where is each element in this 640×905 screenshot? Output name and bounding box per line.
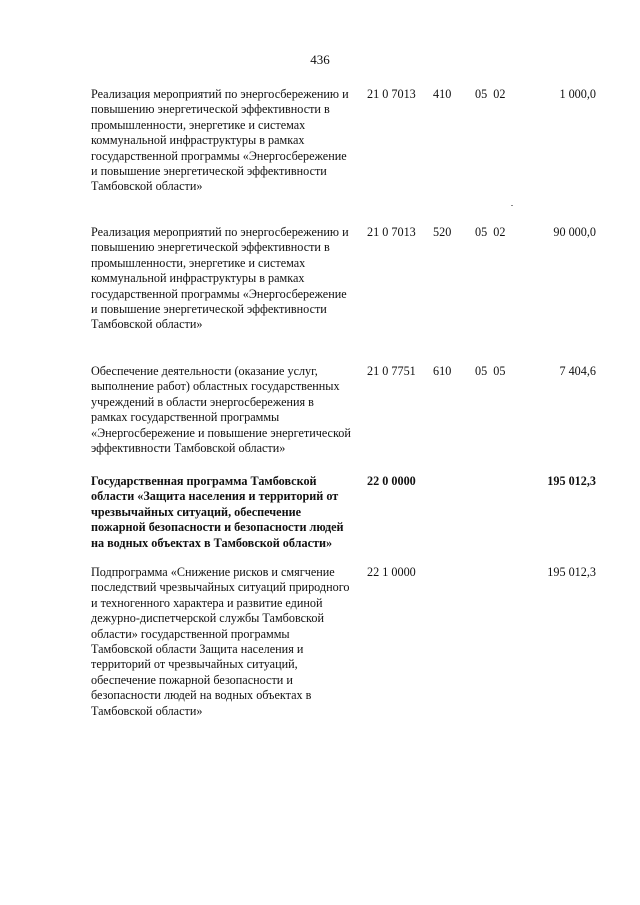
- row-amount: 195 012,3: [547, 474, 596, 488]
- row-target-article: 22 1 0000: [367, 565, 416, 579]
- row-name: Реализация мероприятий по энергосбережению и повышению энергетической эффективности в промышленности, энергетике и системах коммунальной инфраструктуры в рамках государственной программы «Энергосбережение и повышение энергетической эффективности Тамбовской области»: [91, 87, 349, 194]
- row-name: Государственная программа Тамбовской области «Защита населения и территорий от чрезвычайных ситуаций, обеспечение пожарной безопасности и безопасности людей на водных объектах в Тамбовской области»: [91, 474, 344, 550]
- row-amount: 7 404,6: [559, 364, 596, 378]
- row-target-article: 21 0 7751: [367, 364, 416, 378]
- row-target-article: 21 0 7013: [367, 87, 416, 101]
- row-name: Обеспечение деятельности (оказание услуг, выполнение работ) областных государственных учреждений в области энергосбережения в рамках государственной программы «Энергосбережение и повышение энергетической эффективности Тамбовской области»: [91, 364, 351, 456]
- row-expense-type: 610: [433, 364, 452, 378]
- row-target-article: 21 0 7013: [367, 225, 416, 239]
- row-amount: 195 012,3: [547, 565, 596, 579]
- row-amount: 1 000,0: [559, 87, 596, 101]
- row-section: 05 02: [475, 225, 506, 239]
- row-expense-type: 410: [433, 87, 452, 101]
- row-target-article: 22 0 0000: [367, 474, 416, 488]
- row-name: Реализация мероприятий по энергосбережению и повышению энергетической эффективности в промышленности, энергетике и системах коммунальной инфраструктуры в рамках государственной программы «Энергосбережение и повышение энергетической эффективности Тамбовской области»: [91, 225, 349, 332]
- row-name: Подпрограмма «Снижение рисков и смягчение последствий чрезвычайных ситуаций природного и техногенного характера и развитие единой дежурно-диспетчерской службы Тамбовской области» государственной программы Тамбовской области Защита населения и территорий от чрезвычайных ситуаций, обеспечение пожарной безопасности и безопасности людей на водных объектах в Тамбовской области»: [91, 565, 350, 718]
- row-section: 05 05: [475, 364, 506, 378]
- row-expense-type: 520: [433, 225, 452, 239]
- row-amount: 90 000,0: [553, 225, 596, 239]
- scan-speck: [511, 205, 513, 206]
- row-section: 05 02: [475, 87, 506, 101]
- page-number: 436: [310, 52, 330, 67]
